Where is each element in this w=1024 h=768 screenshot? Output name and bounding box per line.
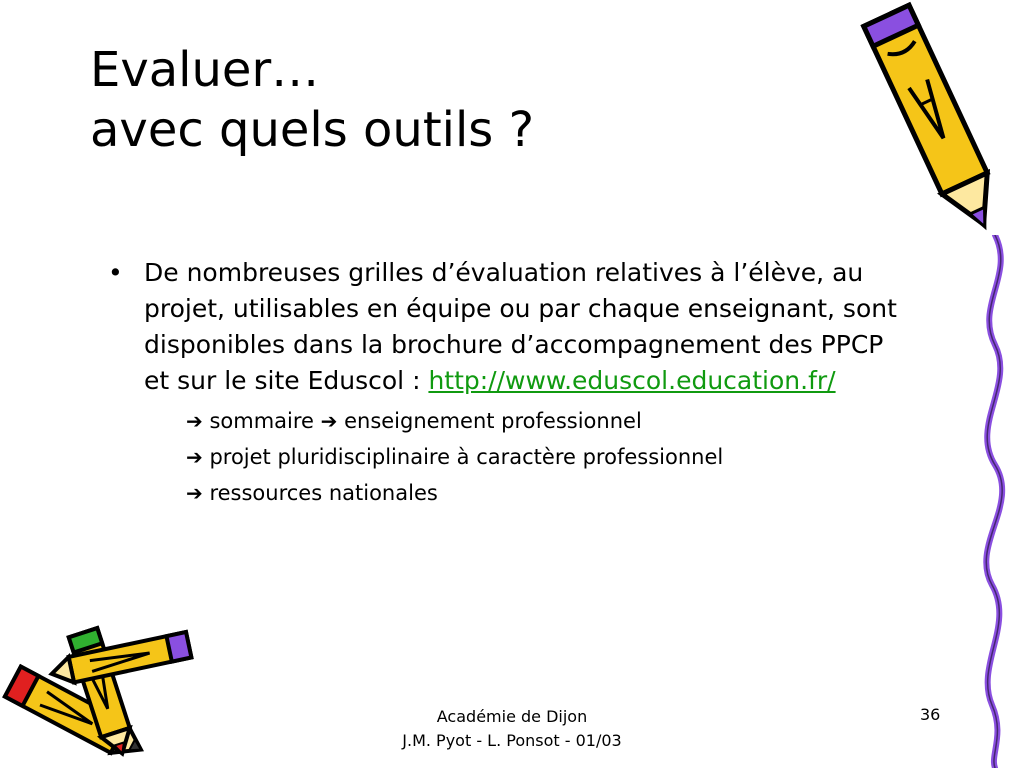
sub-item-text: projet pluridisciplinaire à caractère professionnel — [209, 445, 724, 469]
sub-item-ressources — [186, 475, 898, 511]
sub-item-sommaire — [186, 403, 898, 439]
title-line-2: avec quels outils ? — [90, 102, 535, 158]
eduscol-link[interactable]: http://www.eduscol.education.fr/ — [428, 366, 836, 395]
squiggle-line — [960, 235, 1024, 768]
bullet-marker: • — [108, 258, 123, 287]
title-line-1: Evaluer… — [90, 42, 320, 98]
page-number: 36 — [920, 705, 941, 724]
sub-item-text: sommaire — [209, 409, 314, 433]
arrow-right-icon: ➔ — [186, 409, 203, 433]
footer — [380, 705, 644, 753]
footer-line-1: Académie de Dijon — [436, 707, 588, 726]
sub-item-text: ressources nationales — [209, 481, 438, 505]
pencils-cluster-icon — [0, 615, 220, 765]
sub-list — [108, 403, 898, 511]
arrow-right-icon: ➔ — [186, 481, 203, 505]
arrow-right-icon: ➔ — [186, 445, 203, 469]
slide-title — [90, 40, 534, 160]
bullet-item — [108, 255, 898, 399]
footer-line-2: J.M. Pyot - L. Ponsot - 01/03 — [402, 731, 622, 750]
bullet-text: De nombreuses grilles d’évaluation relatives à l’élève, au projet, utilisables en équipe ou par chaque enseignant, sont disponibles dans la brochure d’accompagnement des PPCP et sur le site Eduscol : — [144, 258, 897, 395]
sub-item-text: enseignement professionnel — [344, 409, 642, 433]
pencil-icon — [855, 0, 1015, 250]
arrow-right-icon: ➔ — [320, 409, 338, 433]
sub-item-projet — [186, 439, 898, 475]
bullet-list — [108, 255, 898, 511]
